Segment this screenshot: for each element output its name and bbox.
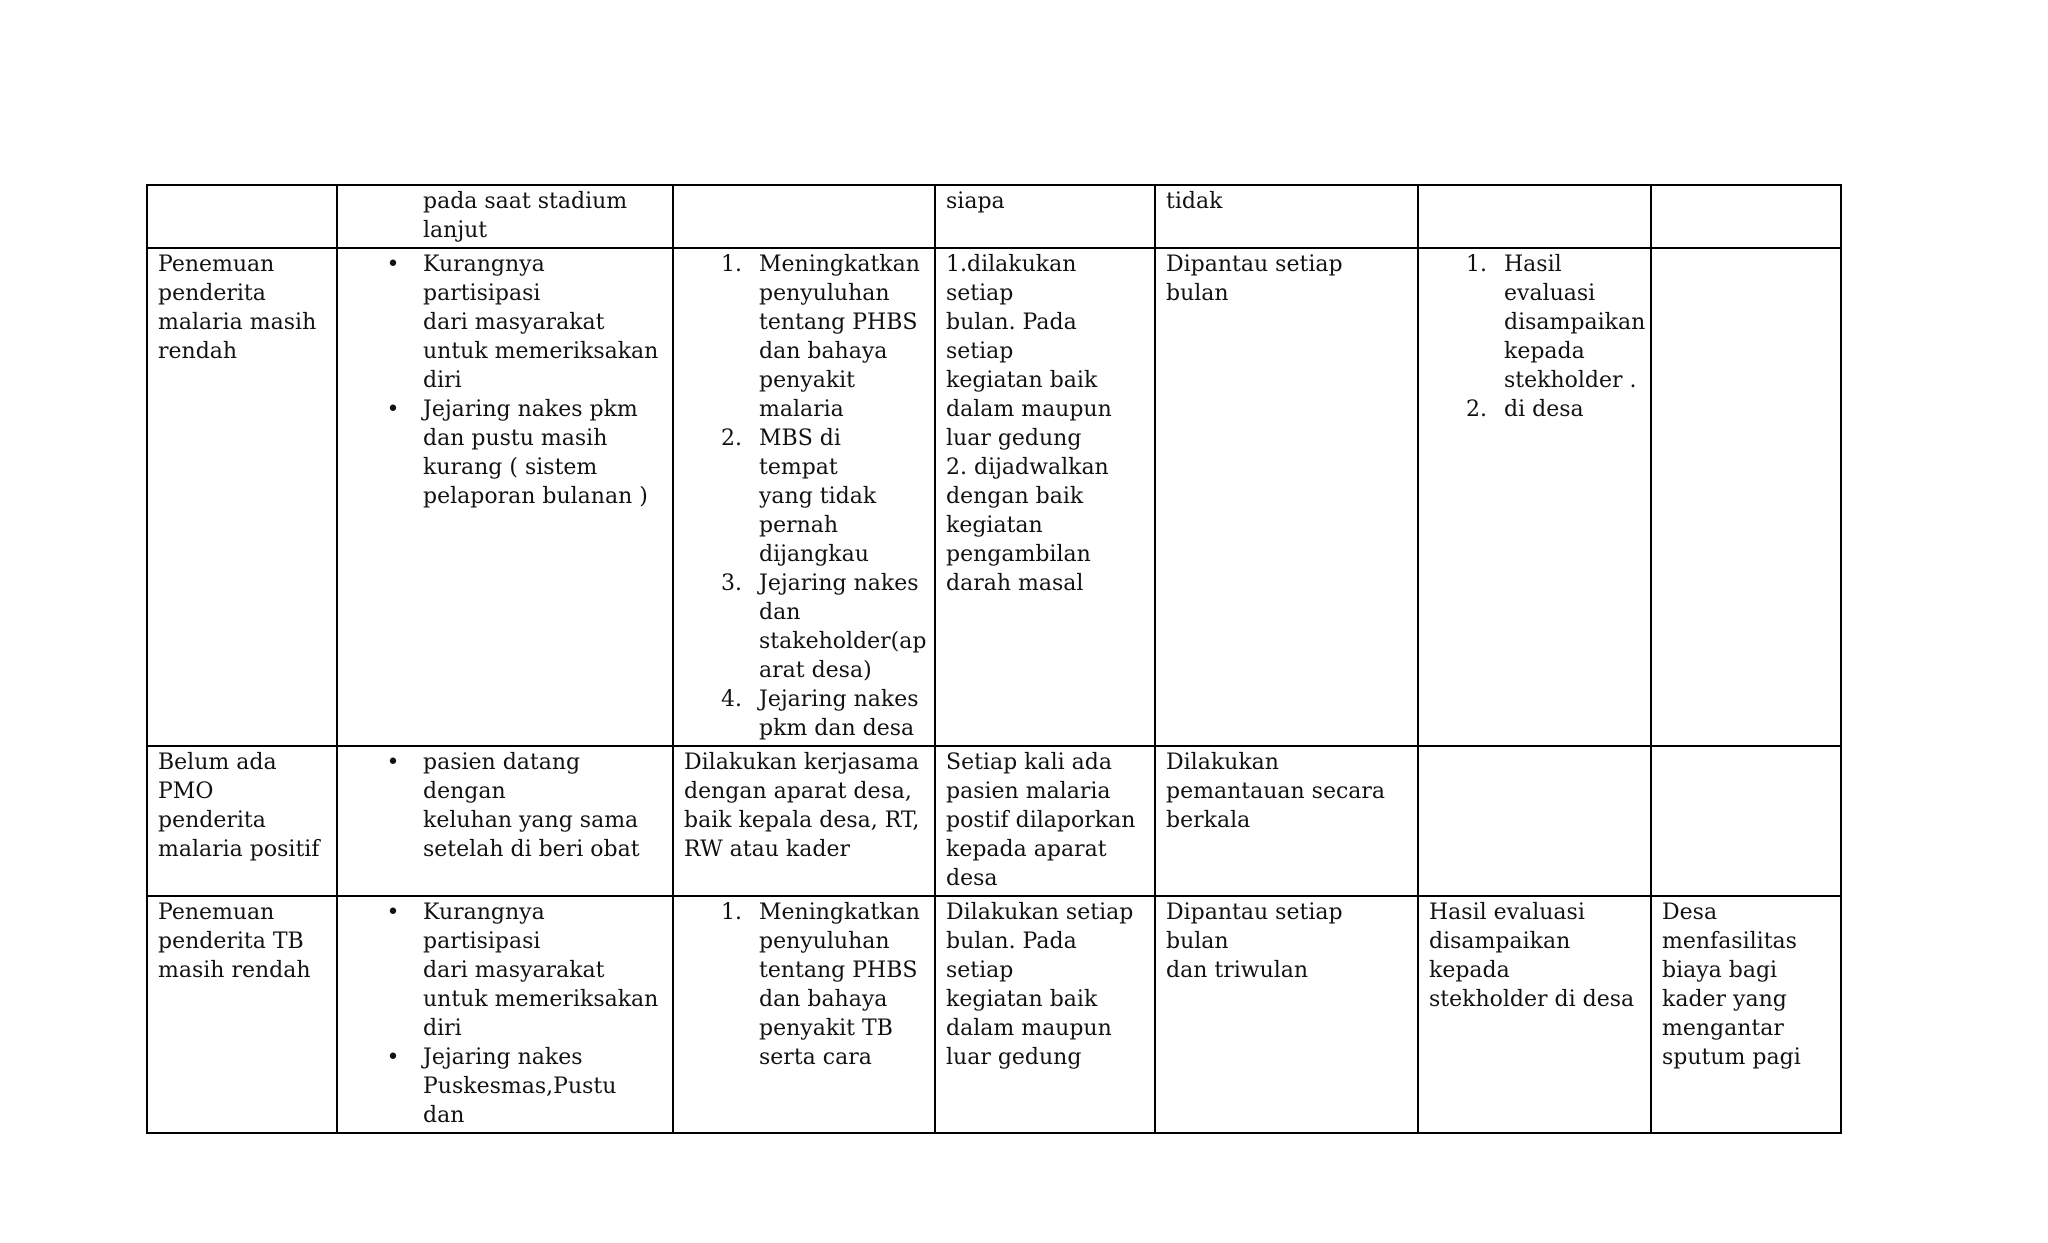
list-item: • Kurangnya partisipasi dari masyarakat untuk memeriksakan diri [423,898,662,1043]
table-cell [935,248,1155,746]
planning-table [146,184,1842,1134]
table-cell [147,185,337,248]
list-item: • Kurangnya partisipasi dari masyarakat untuk memeriksakan diri [423,250,662,395]
table-cell [1155,746,1418,896]
cell-text: Dilakukan pemantauan secara berkala [1166,750,1386,833]
bullet-icon: • [386,252,400,277]
table-cell [1418,185,1651,248]
problem-text: Belum ada PMO penderita malaria positif [158,750,320,862]
list-item: • Jejaring nakes pkm dan pustu masih kurang ( sistem pelaporan bulanan ) [423,395,662,511]
table-row [147,896,1841,1133]
table-cell [673,248,935,746]
problem-text: Penemuan penderita malaria masih rendah [158,252,317,364]
bullet-icon: • [386,397,400,422]
table-cell [1418,896,1651,1133]
table-row [147,746,1841,896]
table-cell [1651,896,1841,1133]
table-cell [1155,185,1418,248]
table-cell [1155,248,1418,746]
table-cell [1651,248,1841,746]
table-cell [935,185,1155,248]
table-cell [935,746,1155,896]
bullet-icon: • [386,750,400,775]
list-item: 1. Hasil evaluasi disampaikan kepada stekholder . [1466,252,1646,393]
table-cell [337,746,673,896]
table-row [147,185,1841,248]
cause-list [348,748,662,864]
cause-list [348,898,662,1130]
table-cell [1651,746,1841,896]
table-cell [337,896,673,1133]
problem-text: Penemuan penderita TB masih rendah [158,900,311,983]
action-list [684,250,927,743]
table-cell [147,746,337,896]
bullet-icon: • [386,900,400,925]
list-item: • pasien datang dengan keluhan yang sama setelah di beri obat [423,748,662,864]
table-cell [1155,896,1418,1133]
cell-text: tidak [1166,189,1223,214]
table-cell [673,896,935,1133]
table-cell [673,185,935,248]
table-cell [1651,185,1841,248]
cell-text: pada saat stadium lanjut [423,189,628,243]
list-item: 1. Meningkatkan penyuluhan tentang PHBS dan bahaya penyakit malaria [721,252,920,422]
cell-text: Dilakukan kerjasama dengan aparat desa, baik kepala desa, RT, RW atau kader [684,750,920,862]
list-item: 3. Jejaring nakes dan stakeholder(ap arat desa) [721,571,927,683]
list-item: 1. Meningkatkan penyuluhan tentang PHBS dan bahaya penyakit TB serta cara [721,900,920,1070]
list-item: 2. MBS di tempat yang tidak pernah dijangkau [721,426,877,567]
table-cell [1418,248,1651,746]
table-cell [337,185,673,248]
table-cell [147,248,337,746]
table-cell [1418,746,1651,896]
table-cell [337,248,673,746]
action-list [684,898,924,1072]
list-item: 2. di desa [1466,397,1584,422]
cell-text: siapa [946,189,1005,214]
table-cell [935,896,1155,1133]
cell-text: Desa menfasilitas biaya bagi kader yang mengantar sputum pagi [1662,900,1801,1070]
list-item: • Jejaring nakes Puskesmas,Pustu dan [423,1043,662,1130]
cause-list [348,250,662,511]
table-row [147,248,1841,746]
cell-text: Dipantau setiap bulan [1166,252,1343,306]
cell-text: Dilakukan setiap bulan. Pada setiap kegiatan baik dalam maupun luar gedung [946,900,1134,1070]
cell-text: Hasil evaluasi disampaikan kepada stekholder di desa [1429,900,1635,1012]
cell-text: Dipantau setiap bulan dan triwulan [1166,900,1343,983]
cell-text: Setiap kali ada pasien malaria postif dilaporkan kepada aparat desa [946,750,1136,891]
bullet-icon: • [386,1045,400,1070]
cell-text: 1.dilakukan setiap bulan. Pada setiap kegiatan baik dalam maupun luar gedung 2. dijadwalkan dengan baik kegiatan pengambilan darah masal [946,252,1112,596]
table-cell [147,896,337,1133]
table-cell [673,746,935,896]
evaluation-list [1429,250,1646,424]
list-item: 4. Jejaring nakes pkm dan desa [721,687,919,741]
